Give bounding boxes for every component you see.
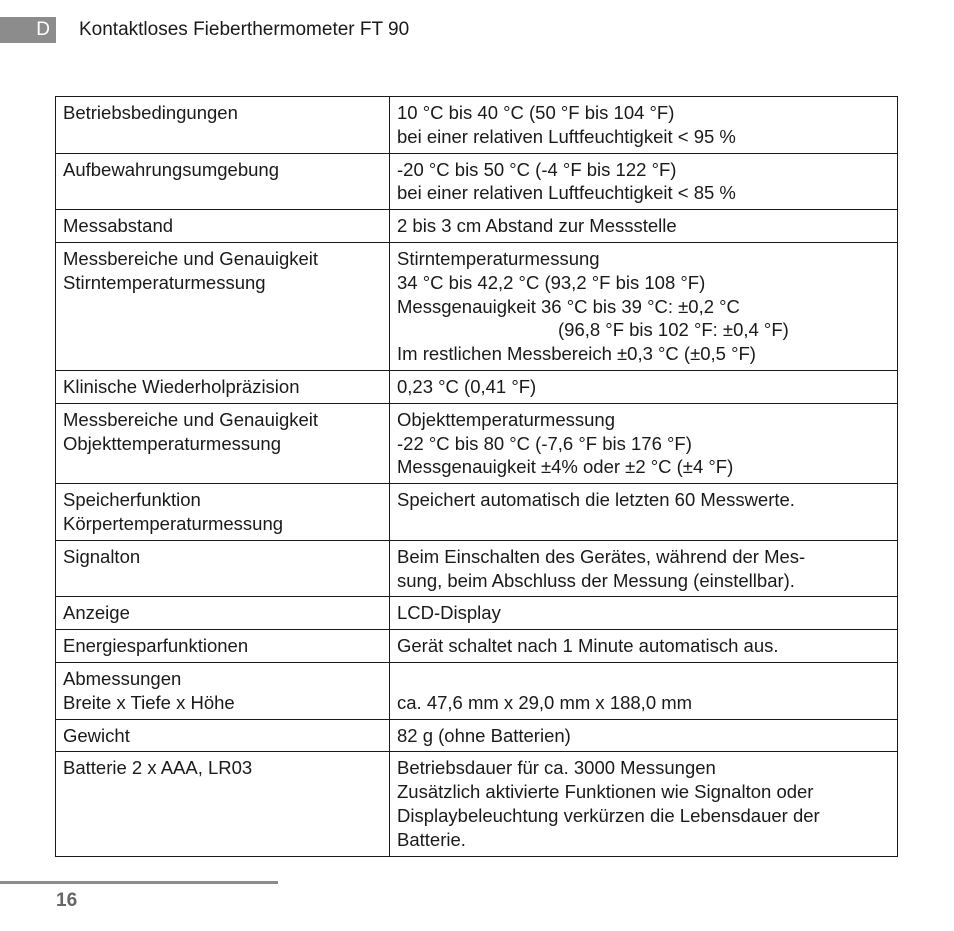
- spec-value-cell: [390, 597, 898, 630]
- spec-value: bei einer relativen Luftfeuchtigkeit < 95 %: [397, 125, 736, 147]
- spec-value-cell: [390, 540, 898, 597]
- spec-label-cell: [56, 630, 390, 663]
- spec-value-cell: [390, 242, 898, 370]
- table-row: [56, 540, 898, 597]
- spec-value: Beim Einschalten des Gerätes, während der Mes-: [397, 545, 806, 567]
- spec-value: 2 bis 3 cm Abstand zur Messstelle: [397, 215, 677, 237]
- spec-label-cell: [56, 719, 390, 752]
- spec-value-cell: [390, 403, 898, 483]
- spec-label-cell: [56, 242, 390, 370]
- spec-label-cell: [56, 97, 390, 154]
- spec-label: Objekttemperaturmessung: [63, 432, 281, 454]
- spec-label-cell: [56, 752, 390, 856]
- spec-value-cell: [390, 752, 898, 856]
- spec-label: Messbereiche und Genauigkeit: [63, 408, 319, 430]
- spec-label: Gewicht: [63, 724, 130, 746]
- spec-label: Körpertemperaturmessung: [63, 512, 284, 534]
- spec-value-cell: [390, 484, 898, 541]
- spec-label: Klinische Wiederholpräzision: [63, 375, 300, 397]
- document-title: Kontaktloses Fieberthermometer FT 90: [79, 19, 410, 40]
- spec-value: 34 °C bis 42,2 °C (93,2 °F bis 108 °F): [397, 271, 706, 293]
- spec-value: bei einer relativen Luftfeuchtigkeit < 85 %: [397, 182, 736, 204]
- table-row: [56, 153, 898, 210]
- spec-value: Stirntemperaturmessung: [397, 247, 600, 269]
- spec-label: Anzeige: [63, 602, 130, 624]
- spec-value-cell: [390, 662, 898, 719]
- spec-value: Messgenauigkeit 36 °C bis 39 °C: ±0,2 °C: [397, 295, 740, 317]
- spec-value: Messgenauigkeit ±4% oder ±2 °C (±4 °F): [397, 456, 734, 478]
- spec-label: Signalton: [63, 545, 141, 567]
- table-row: [56, 370, 898, 403]
- spec-label: Stirntemperaturmessung: [63, 271, 266, 293]
- spec-label: Messbereiche und Genauigkeit: [63, 247, 319, 269]
- spec-value-spacer: [397, 667, 891, 691]
- page-number: 16: [56, 890, 78, 911]
- spec-value: -22 °C bis 80 °C (-7,6 °F bis 176 °F): [397, 432, 692, 454]
- spec-label: Energiesparfunktionen: [63, 635, 249, 657]
- spec-value-cell: [390, 370, 898, 403]
- spec-value: Im restlichen Messbereich ±0,3 °C (±0,5 °F): [397, 343, 756, 365]
- spec-label-cell: [56, 662, 390, 719]
- table-row: [56, 752, 898, 856]
- spec-label: Speicherfunktion: [63, 489, 201, 511]
- spec-value: LCD-Display: [397, 602, 501, 624]
- spec-value: ca. 47,6 mm x 29,0 mm x 188,0 mm: [397, 691, 693, 713]
- spec-value: -20 °C bis 50 °C (-4 °F bis 122 °F): [397, 158, 677, 180]
- table-row: [56, 662, 898, 719]
- spec-value: (96,8 °F bis 102 °F: ±0,4 °F): [558, 319, 789, 341]
- spec-label: Batterie 2 x AAA, LR03: [63, 757, 253, 779]
- spec-value-cell: [390, 630, 898, 663]
- spec-value: sung, beim Abschluss der Messung (einstellbar).: [397, 569, 795, 591]
- spec-label: Aufbewahrungsumgebung: [63, 158, 279, 180]
- spec-value: Betriebsdauer für ca. 3000 Messungen: [397, 757, 716, 779]
- table-row: [56, 484, 898, 541]
- spec-label: Breite x Tiefe x Höhe: [63, 691, 235, 713]
- spec-value: 0,23 °C (0,41 °F): [397, 375, 537, 397]
- spec-value-cell: [390, 719, 898, 752]
- spec-label: Betriebsbedingungen: [63, 102, 238, 123]
- spec-label-cell: [56, 153, 390, 210]
- spec-value: 10 °C bis 40 °C (50 °F bis 104 °F): [397, 102, 675, 123]
- spec-value: Speichert automatisch die letzten 60 Messwerte.: [397, 489, 795, 511]
- language-tab: [0, 17, 56, 43]
- table-row: [56, 97, 898, 154]
- spec-label-cell: [56, 597, 390, 630]
- table-row: [56, 403, 898, 483]
- spec-value: Displaybeleuchtung verkürzen die Lebensdauer der: [397, 804, 820, 826]
- table-row: [56, 597, 898, 630]
- spec-value: 82 g (ohne Batterien): [397, 724, 571, 746]
- table-row: [56, 242, 898, 370]
- spec-label: Messabstand: [63, 215, 174, 237]
- spec-value-cell: [390, 153, 898, 210]
- spec-label-cell: [56, 370, 390, 403]
- spec-label-cell: [56, 210, 390, 243]
- spec-value: Batterie.: [397, 828, 466, 850]
- language-code: D: [36, 19, 50, 40]
- spec-value-cell: [390, 97, 898, 154]
- spec-label: Abmessungen: [63, 667, 182, 689]
- spec-value: Zusätzlich aktivierte Funktionen wie Signalton oder: [397, 781, 814, 803]
- table-row: [56, 210, 898, 243]
- footer-rule: [0, 881, 278, 884]
- spec-label-cell: [56, 484, 390, 541]
- table-row: [56, 630, 898, 663]
- spec-value: Gerät schaltet nach 1 Minute automatisch aus.: [397, 635, 779, 657]
- table-row: [56, 719, 898, 752]
- specifications-table: [55, 96, 898, 857]
- spec-value: Objekttemperaturmessung: [397, 408, 615, 430]
- spec-value-cell: [390, 210, 898, 243]
- spec-label-cell: [56, 403, 390, 483]
- spec-label-cell: [56, 540, 390, 597]
